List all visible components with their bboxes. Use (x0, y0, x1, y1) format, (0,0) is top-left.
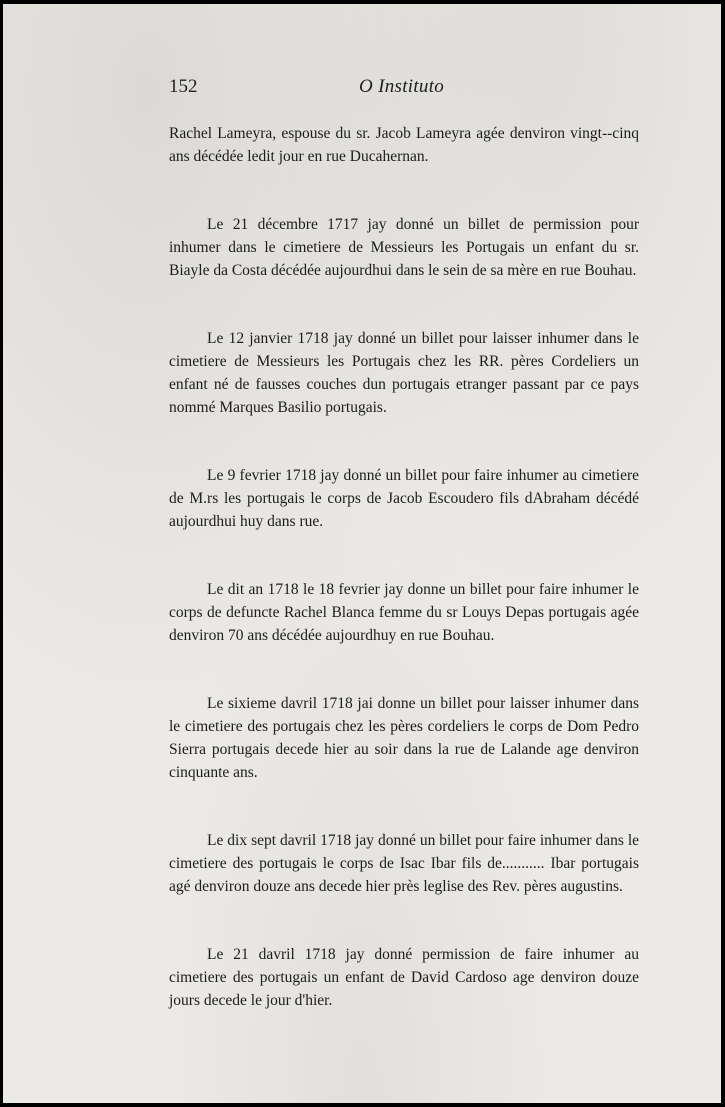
entry-paragraph: Le dix sept davril 1718 jay donné un billet pour faire inhumer dans le cimetiere des portugais le corps de Isac Ibar fils de........... Ibar portugais agé denviron douze ans decede hier près leglise des Rev. pères augustins. (169, 832, 639, 895)
entry-paragraph: Le 21 davril 1718 jay donné permission de faire inhumer au cimetiere des portugais un enfant de David Cardoso age denviron douze jours decede le jour d'hier. (169, 946, 639, 1009)
page-number: 152 (169, 76, 198, 97)
running-title: O Instituto (359, 76, 445, 97)
entry-paragraph: Le sixieme davril 1718 jai donne un billet pour laisser inhumer dans le cimetiere des portugais chez les pères cordeliers le corps de Dom Pedro Sierra portugais decede hier au soir dans la rue de Lalande age denviron cinquante ans. (169, 695, 639, 781)
entry-paragraph: Le 21 décembre 1717 jay donné un billet de permission pour inhumer dans le cimetiere de Messieurs les Portugais un enfant du sr. Biayle da Costa décédée aujourdhui dans le sein de sa mère en rue Bouhau. (169, 216, 639, 279)
running-head (169, 76, 639, 106)
entry-paragraph: Le dit an 1718 le 18 fevrier jay donne un billet pour faire inhumer le corps de defuncte Rachel Blanca femme du sr Louys Depas portugais agée denviron 70 ans décédée aujourdhuy en rue Bouhau. (169, 581, 639, 644)
entry-paragraph: Rachel Lameyra, espouse du sr. Jacob Lameyra agée denviron vingt--cinq ans décédée ledit jour en rue Ducahernan. (169, 125, 639, 165)
entry-paragraph: Le 12 janvier 1718 jay donné un billet pour laisser inhumer dans le cimetiere de Messieurs les Portugais chez les RR. pères Cordeliers un enfant né de fausses couches dun portugais etranger passant par ce pays nommé Marques Basilio portugais. (169, 330, 639, 416)
register-entries (169, 122, 639, 1057)
entry-paragraph: Le 9 fevrier 1718 jay donné un billet pour faire inhumer au cimetiere de M.rs les portugais le corps de Jacob Escoudero fils dAbraham décédé aujourdhui huy dans rue. (169, 467, 639, 530)
scanned-page (3, 4, 721, 1103)
